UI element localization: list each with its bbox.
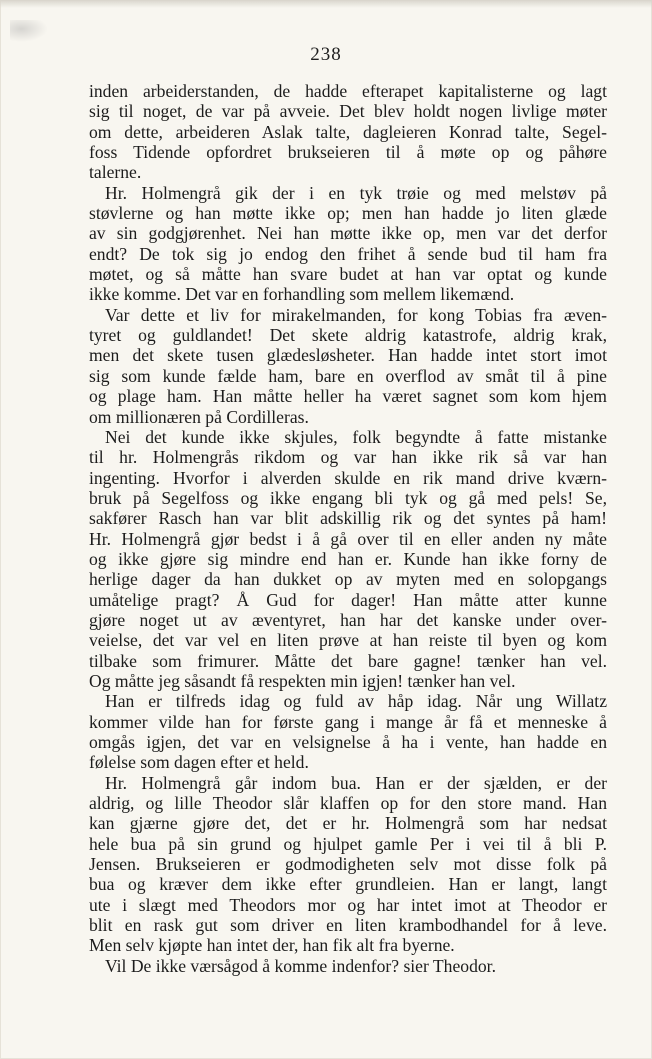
text-line: Hr. Holmengrå gjør bedst i å gå over til en eller anden ny måte [89,528,607,549]
text-line: følelse som dagen efter et held. [89,752,309,773]
text-line: støvlerne og han møtte ikke op; men han hadde jo liten glæde [89,203,607,224]
text-line: ikke komme. Det var en forhandling som mellem likemænd. [89,284,515,305]
text-line: Men selv kjøpte han intet der, han fik alt fra byerne. [89,935,455,956]
text-line: hele bua på sin grund og hjulpet gamle Per i vei til å bli P. [89,833,607,854]
corner-smudge [10,20,48,42]
text-line: kommer vilde han for første gang i mange år få et menneske å [89,711,607,732]
text-line: av sin godgjørenhet. Nei han møtte ikke op, men var det derfor [89,223,607,244]
text-line: men det skete tusen glædesløsheter. Han hadde intet stort imot [89,345,607,366]
text-line: om dette, arbeideren Aslak talte, dagleieren Konrad talte, Segel- [89,121,607,142]
text-line: sakfører Rasch han var blit adskillig rik og det syntes på ham! [89,508,607,529]
text-line: gjøre noget ut av æventyret, han har det kanske under over- [89,609,607,630]
text-line: Var dette et liv for mirakelmanden, for kong Tobias fra æven- [105,304,607,325]
text-line: sig som kunde fælde ham, bare en overflod av småt til å pine [89,365,607,386]
body-text [89,81,607,976]
text-line: Jensen. Brukseieren er godmodigheten selv mot disse folk på [89,854,607,875]
text-line: bruk på Segelfoss og ikke engang bli tyk og gå med pels! Se, [89,487,607,508]
text-line: veielse, det var vel en liten prøve at han reiste til byen og kom [89,630,607,651]
text-line: endt? De tok sig jo endog den frihet å sende bud til ham fra [89,243,607,264]
text-line: Vil De ikke værsågod å komme indenfor? sier Theodor. [105,955,496,976]
text-line: tyret og guldlandet! Det skete aldrig katastrofe, aldrig krak, [89,325,607,346]
text-line: Nei det kunde ikke skjules, folk begyndte å fatte mistanke [105,426,607,447]
text-line: ute i slægt med Theodors mor og har intet imot at Theodor er [89,894,607,915]
text-line: tilbake som frimurer. Måtte det bare gagne! tænker han vel. [89,650,607,671]
text-line: og ikke gjøre sig mindre end han er. Kunde han ikke forny de [89,548,607,569]
text-line: blit en rask gut som driver en liten krambodhandel for å leve. [89,915,607,936]
text-line: bua og kræver dem ikke efter grundleien. Han er langt, langt [89,874,607,895]
text-line: omgås igjen, det var en velsignelse å ha i vente, han hadde en [89,732,607,752]
text-line: umåtelige pragt? Å Gud for dager! Han måtte atter kunne [89,589,607,610]
text-line: til hr. Holmengrås rikdom og var han ikke rik så var han [89,447,607,468]
text-line: og plage ham. Han måtte heller ha været sagnet som kom hjem [89,386,607,407]
page-number: 238 [310,44,342,65]
text-line: Han er tilfreds idag og fuld av håp idag. Når ung Willatz [105,691,607,712]
text-line: kan gjærne gjøre det, det er hr. Holmengrå som har nedsat [89,813,607,834]
text-line: inden arbeiderstanden, de hadde efterapet kapitalisterne og lagt [89,81,607,101]
text-line: møtet, og så måtte han svare budet at han var optat og kunde [89,264,607,285]
text-line: foss Tidende opfordret brukseieren til å møte op og påhøre [89,142,607,163]
text-line: Hr. Holmengrå gik der i en tyk trøie og med melstøv på [105,182,607,203]
text-line: talerne. [89,162,142,183]
text-line: aldrig, og lille Theodor slår klaffen op for den store mand. Han [89,793,607,814]
text-line: Og måtte jeg såsandt få respekten min igjen! tænker han vel. [89,670,516,691]
top-edge-shadow [0,0,652,8]
text-line: Hr. Holmengrå går indom bua. Han er der sjælden, er der [105,772,607,793]
text-line: sig til noget, de var på avveie. Det blev holdt nogen livlige møter [89,101,607,122]
text-line: herlige dager da han dukket op av myten med en solopgangs [89,569,607,590]
text-line: om millionæren på Cordilleras. [89,406,309,427]
text-line: ingenting. Hvorfor i alverden skulde en rik mand drive kværn- [89,467,607,488]
